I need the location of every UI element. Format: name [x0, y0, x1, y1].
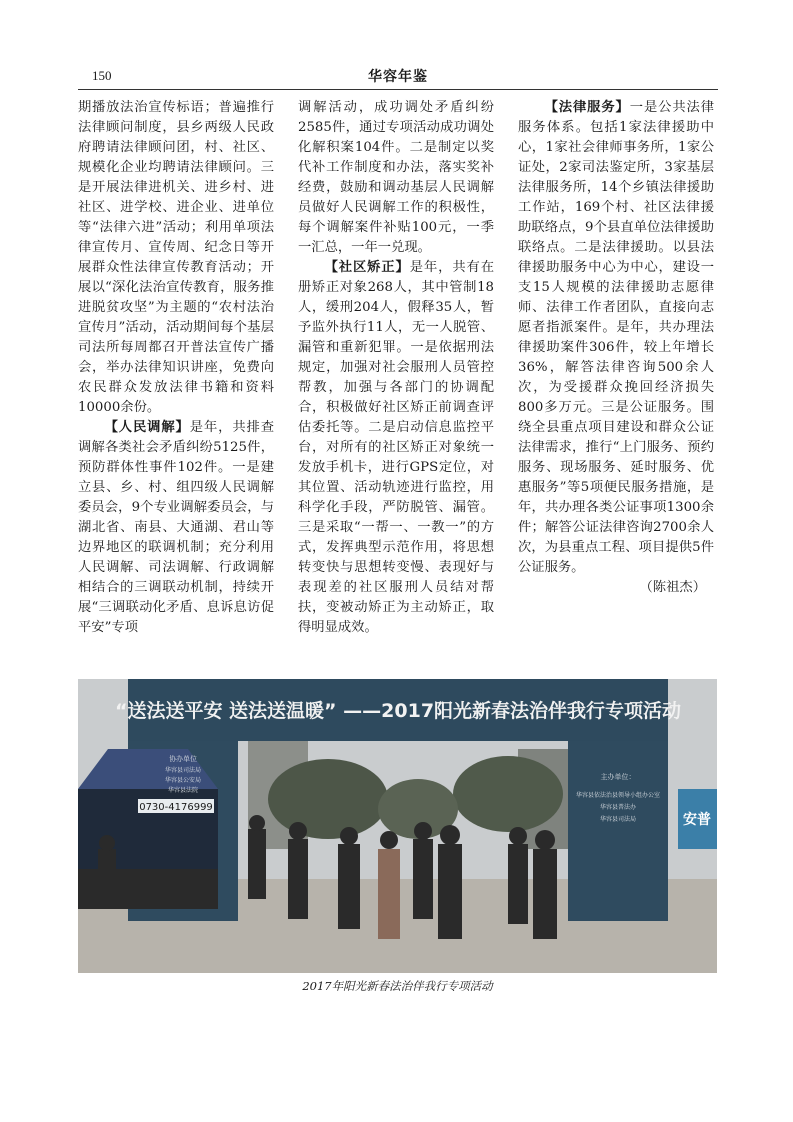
left-board-line: 华容县法院 [167, 787, 199, 794]
paragraph-text: 是年，共有在册矫正对象268人，其中管制18人，缓刑204人，假释35人，暂予监外执行11人，无一人脱管、漏管和重新犯罪。一是依据刑法规定，加强对社会服刑人员管控帮教，加强与各部门的协调配合，积极做好社区矫正前调查评估委托等。二是启动信息监控平台，对所有的社区矫正对象统一发放手机卡，进行GPS定位，对其位置、活动轨迹进行监控，用科学化手段，严防脱管、漏管。三是采取“一帮一、一教一”的方式，发挥典型示范作用，将思想转变快与思想转变慢、表现好与表现差的社区服刑人员结对帮扶，变被动矫正为主动矫正，取得明显成效。 [298, 260, 495, 635]
page-header [78, 60, 718, 90]
person [533, 849, 557, 939]
page-number: 150 [92, 68, 112, 83]
right-board-title: 主办单位： [600, 773, 636, 781]
column-1 [78, 98, 274, 638]
right-board-line: 华容县普法办 [599, 804, 637, 811]
person [288, 839, 308, 919]
section-keyword: 【社区矫正】 [324, 260, 410, 275]
edge-sign-text: 安普 [683, 812, 711, 828]
author: （陈祖杰） [639, 580, 706, 595]
left-board-title: 协办单位 [169, 755, 197, 763]
running-title: 华容年鉴 [368, 69, 428, 85]
arch-right-pillar [568, 741, 668, 921]
tree [453, 756, 563, 832]
paragraph-community-correction [298, 258, 494, 638]
paragraph: 调解活动，成功调处矛盾纠纷2585件，通过专项活动成功调处化解积案104件。二是制定以奖代补工作制度和办法，落实奖补经费，鼓励和调动基层人民调解员做好人民调解工作的积极性，每个调解案件补贴100元，一季一汇总，一年一兑现。 [298, 100, 494, 255]
event-photo [78, 679, 717, 973]
person-head [249, 815, 265, 831]
person [413, 839, 433, 919]
person-head [340, 827, 358, 845]
person-head [440, 825, 460, 845]
person [338, 844, 360, 929]
header-rule [78, 89, 718, 90]
paragraph-legal-service [518, 98, 714, 578]
person [508, 844, 528, 924]
tree [268, 759, 388, 839]
paragraph: 期播放法治宣传标语；普遍推行法律顾问制度，县乡两级人民政府聘请法律顾问团，村、社区、规模化企业均聘请法律顾问。三是开展法律进机关、进乡村、进社区、进学校、进企业、进单位等“法律六进”活动；利用单项法律宣传月、宣传周、纪念日等开展群众性法律宣传教育活动；开展以“深化法治宣传教育，服务推进脱贫攻坚”为主题的“农村法治宣传月”活动，活动期间每个基层司法所每周都召开普法宣传广播会，举办法律知识讲座，免费向农民群众发放法律书籍和资料10000余份。 [78, 100, 274, 415]
right-board-line: 华容县依法治县领导小组办公室 [575, 792, 661, 799]
banner-text: “送法送平安 送法送温暖” ——2017阳光新春法治伴我行专项活动 [114, 700, 682, 722]
section-keyword: 【法律服务】 [544, 100, 630, 115]
person [438, 844, 462, 939]
person-head [289, 822, 307, 840]
paragraph-text: 一是公共法律服务体系。包括1家法律援助中心，1家社会律师事务所，1家公证处，2家司法鉴定所，3家基层法律服务所，14个乡镇法律援助工作站，169个村、社区法律援助联络点，9个县直单位法律援助联络点。二是法律援助。以县法律援助服务中心为中心，建设一支15人规模的法律援助志愿律师、法律工作者团队，直接向志愿者指派案件。是年，共办理法律援助案件306件，较上年增长36%，解答法律咨询500余人次，为受援群众挽回经济损失800多万元。三是公证服务。围绕全县重点项目建设和群众公证法律需求，推行“上门服务、预约服务、现场服务、延时服务、优惠服务”等5项便民服务措施，是年，共办理各类公证事项1300余件；解答公证法律咨询2700余人次，为县重点工程、项目提供5件公证服务。 [518, 100, 715, 575]
person-head [414, 822, 432, 840]
paragraph-people-mediation [78, 418, 274, 638]
right-board-line: 华容县司法局 [599, 816, 637, 823]
photo-caption: 2017年阳光新春法治伴我行专项活动 [302, 979, 493, 993]
left-board-line: 华容县公安局 [164, 777, 202, 784]
column-3 [518, 98, 714, 598]
column-2 [298, 98, 494, 638]
paragraph-text: 是年，共排查调解各类社会矛盾纠纷5125件，预防群体性事件102件。一是建立县、乡、村、组四级人民调解委员会，9个专业调解委员会，与湖北省、南县、大通湖、君山等边界地区的联调机制；充分利用人民调解、司法调解、行政调解相结合的三调联动机制，持续开展“三调联动化矛盾、息诉息访促平安”专项 [78, 420, 275, 635]
person-head [535, 830, 555, 850]
section-keyword: 【人民调解】 [104, 420, 190, 435]
person-head [509, 827, 527, 845]
photo-illustration [78, 679, 717, 973]
phone-text: 0730-4176999 [139, 802, 213, 813]
person-head [380, 831, 398, 849]
person [248, 829, 266, 899]
person-head [99, 835, 115, 851]
person [98, 849, 116, 879]
person [378, 849, 400, 939]
left-board-line: 华容县司法局 [164, 767, 202, 774]
